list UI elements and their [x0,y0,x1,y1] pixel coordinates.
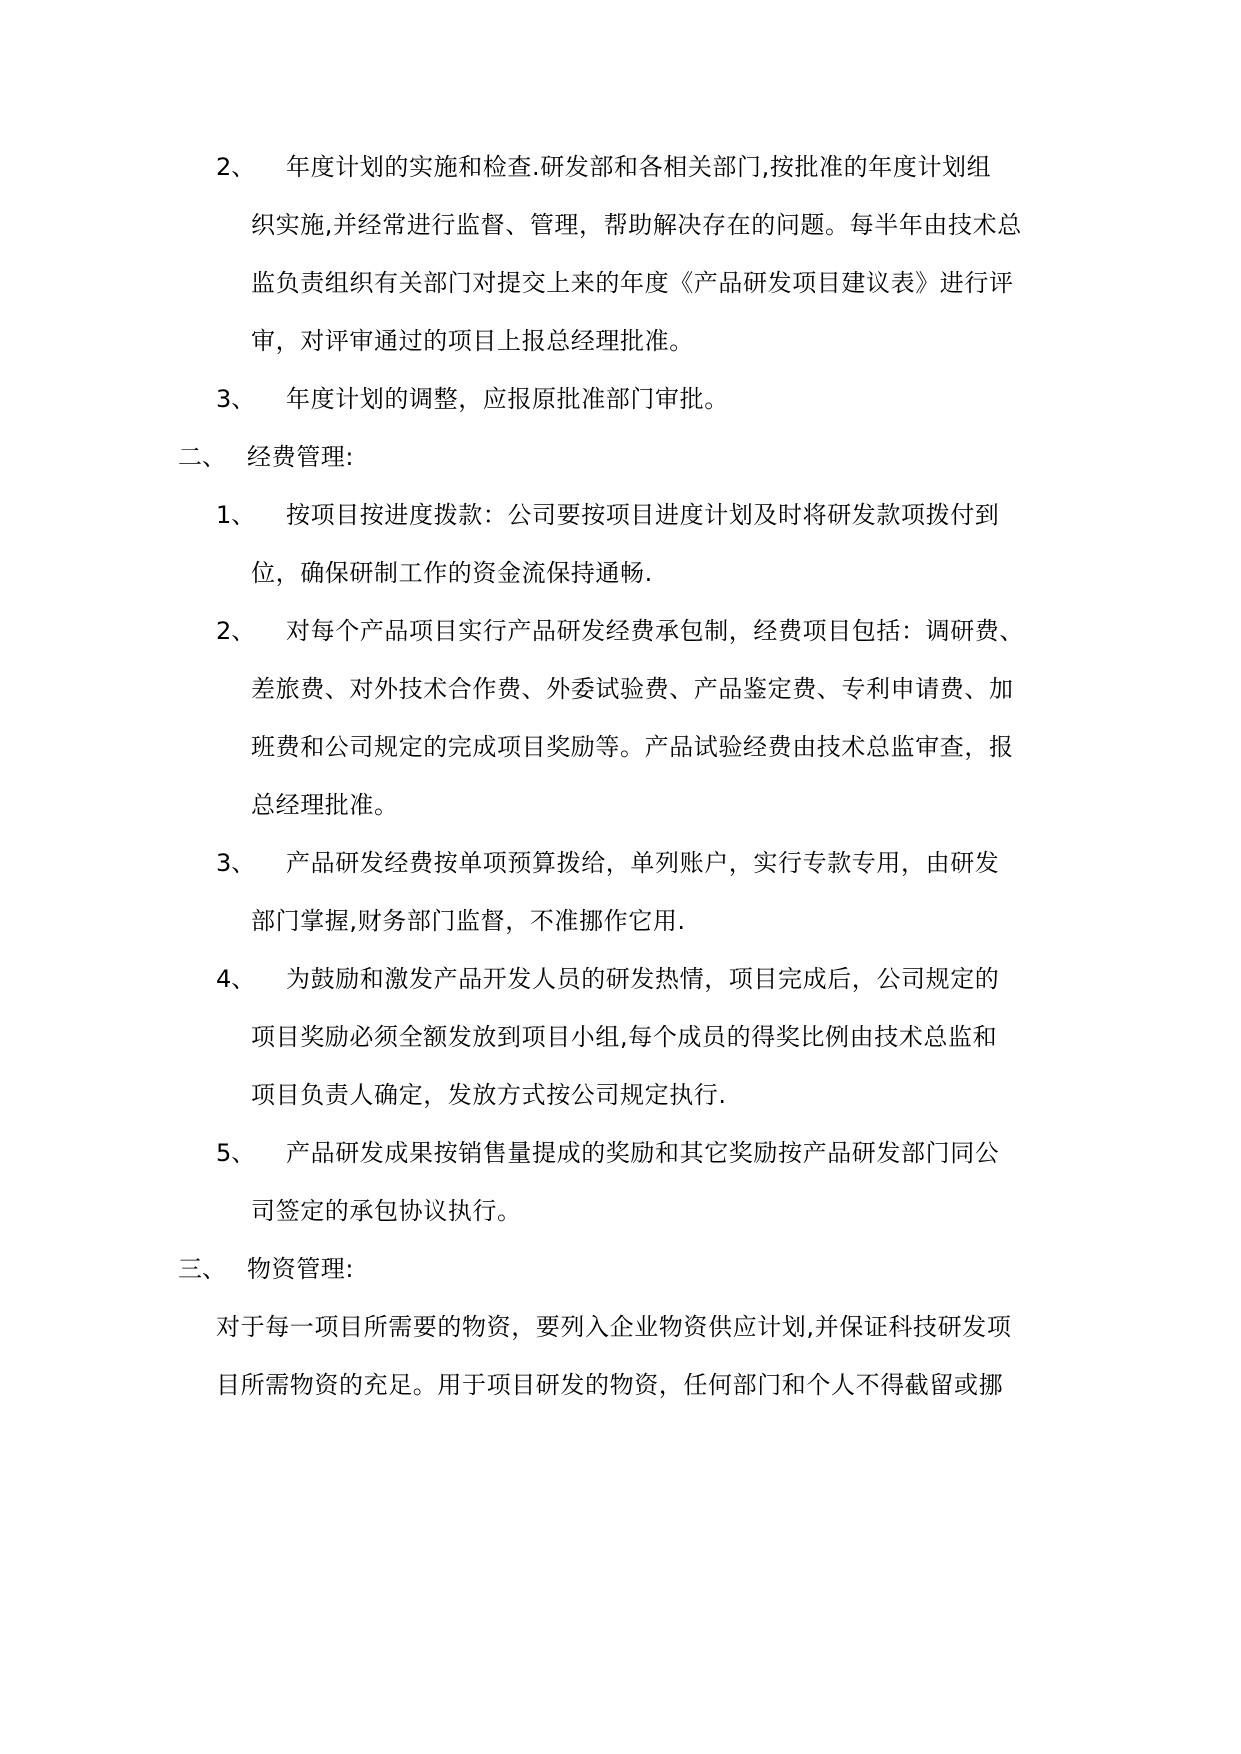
paragraph-line: 对于每一项目所需要的物资，要列入企业物资供应计划,并保证科技研发项 [216,1313,1012,1341]
item-number: 4、 [216,965,256,993]
paragraph-line: 监负责组织有关部门对提交上来的年度《产品研发项目建议表》进行评 [251,269,1014,297]
paragraph-line: 对每个产品项目实行产品研发经费承包制，经费项目包括：调研费、 [286,617,1024,645]
paragraph-line: 按项目按进度拨款：公司要按项目进度计划及时将研发款项拨付到 [286,501,1000,529]
paragraph-line: 年度计划的实施和检查.研发部和各相关部门,按批准的年度计划组 [286,153,992,181]
paragraph-line: 项目奖励必须全额发放到项目小组,每个成员的得奖比例由技术总监和 [251,1023,998,1051]
item-number: 5、 [216,1139,256,1167]
item-number: 1、 [216,501,256,529]
paragraph-line: 班费和公司规定的完成项目奖励等。产品试验经费由技术总监审查，报 [251,733,1014,761]
paragraph-line: 产品研发成果按销售量提成的奖励和其它奖励按产品研发部门同公 [286,1139,1000,1167]
paragraph-line: 差旅费、对外技术合作费、外委试验费、产品鉴定费、专利申请费、加 [251,675,1014,703]
paragraph-line: 司签定的承包协议执行。 [251,1197,522,1225]
paragraph-line: 总经理批准。 [251,791,399,819]
item-number: 2、 [216,153,256,181]
paragraph-line: 年度计划的调整，应报原批准部门审批。 [286,385,729,413]
paragraph-line: 产品研发经费按单项预算拨给，单列账户，实行专款专用，由研发 [286,849,1000,877]
paragraph-line: 审，对评审通过的项目上报总经理批准。 [251,327,694,355]
item-number: 3、 [216,385,256,413]
paragraph-line: 项目负责人确定，发放方式按公司规定执行. [251,1081,727,1109]
paragraph-line: 织实施,并经常进行监督、管理，帮助解决存在的问题。每半年由技术总 [251,211,1022,239]
section-title: 物资管理: [247,1255,355,1283]
section-title: 经费管理: [247,443,355,471]
paragraph-line: 为鼓励和激发产品开发人员的研发热情，项目完成后，公司规定的 [286,965,1000,993]
item-number: 2、 [216,617,256,645]
paragraph-line: 位，确保研制工作的资金流保持通畅. [251,559,653,587]
section-number: 二、 [178,443,226,471]
paragraph-line: 目所需物资的充足。用于项目研发的物资，任何部门和个人不得截留或挪 [216,1371,1004,1399]
item-number: 3、 [216,849,256,877]
paragraph-line: 部门掌握,财务部门监督，不准挪作它用. [251,907,686,935]
section-number: 三、 [178,1255,226,1283]
